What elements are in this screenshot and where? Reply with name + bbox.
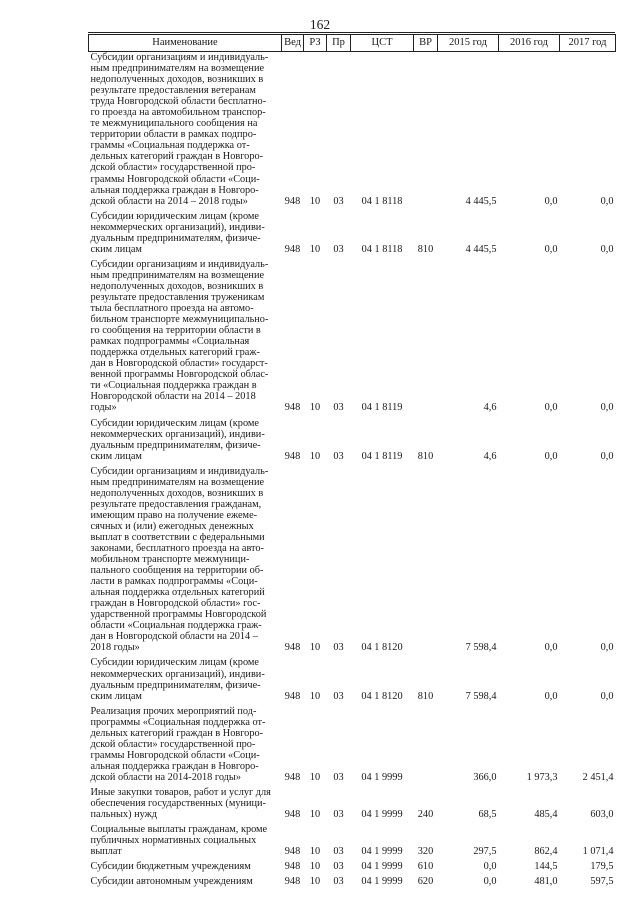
cell-cst: 04 1 9999	[361, 846, 403, 858]
cell-vr	[414, 52, 438, 211]
cell-pr: 03	[333, 243, 344, 255]
cell-2016: 0,0	[544, 450, 558, 462]
cell-cst: 04 1 9999	[361, 771, 403, 783]
cell-2015: 297,5	[473, 846, 497, 858]
name-line: Субсидии организациям и индивидуаль-	[90, 465, 269, 477]
cell-vr: 810	[417, 243, 434, 255]
header-cst: ЦСТ	[351, 35, 414, 52]
cell-cst: 04 1 8118	[361, 243, 403, 255]
name-line: выплат	[90, 846, 122, 858]
cell-cst: 04 1 9999	[361, 809, 403, 821]
name-line: годы»	[90, 402, 117, 414]
table-row	[89, 259, 616, 418]
name-line: мобильном транспорте межмуници-	[90, 554, 250, 566]
cell-2015: 4,6	[483, 450, 497, 462]
cell-2015: 7 598,4	[465, 642, 497, 654]
cell-pr: 03	[333, 846, 344, 858]
cell-vr: 240	[417, 809, 434, 821]
header-name: Наименование	[89, 35, 282, 52]
table-row	[89, 52, 616, 211]
cell-name	[89, 418, 282, 466]
cell-cst: 04 1 8118	[361, 195, 403, 207]
name-line: дан в Новгородской области» государст-	[90, 358, 268, 370]
name-line: ским лицам	[90, 690, 142, 702]
table-row	[89, 418, 616, 466]
name-line: Субсидии юридическим лицам (кроме	[90, 210, 259, 222]
name-line: бильном транспорте межмуниципально-	[90, 314, 269, 326]
cell-name	[89, 466, 282, 658]
cell-2016: 1 973,3	[526, 771, 558, 783]
name-line: дской области на 2014-2018 годы»	[90, 771, 241, 783]
name-line: дской области на 2014 – 2018 годы»	[90, 195, 248, 207]
cell-name	[89, 52, 282, 211]
cell-vr: 320	[417, 846, 434, 858]
name-line: Реализация прочих мероприятий под-	[90, 705, 257, 717]
name-line: ским лицам	[90, 243, 142, 255]
table-row	[89, 211, 616, 259]
cell-cst: 04 1 8120	[361, 642, 403, 654]
top-rule	[88, 32, 615, 33]
cell-2015: 7 598,4	[465, 690, 497, 702]
name-line: граммы Новгородской области «Соци-	[90, 173, 260, 185]
cell-2015: 4 445,5	[465, 243, 497, 255]
table-header-row	[89, 35, 616, 52]
name-line: законами, бесплатного проезда на авто-	[90, 543, 264, 555]
cell-name	[89, 824, 282, 861]
name-line: альная поддержка граждан в Новгоро-	[90, 184, 259, 196]
cell-2017: 0,0	[600, 402, 614, 414]
cell-rz: 10	[309, 642, 321, 654]
cell-rz: 10	[309, 402, 321, 414]
table-row	[89, 706, 616, 787]
name-line: недополученных доходов, возникших в	[90, 74, 264, 86]
cell-ved: 948	[284, 771, 301, 783]
table-row	[89, 787, 616, 824]
name-line: Субсидии юридическим лицам (кроме	[90, 657, 259, 669]
cell-name	[89, 211, 282, 259]
cell-pr: 03	[333, 876, 344, 888]
cell-2016: 0,0	[544, 195, 558, 207]
cell-2015: 4 445,5	[465, 195, 497, 207]
cell-2016: 0,0	[544, 690, 558, 702]
name-line: сячных и (или) ежегодных денежных	[90, 520, 254, 532]
name-line: альная поддержка граждан в Новгоро-	[90, 760, 259, 772]
name-line: публичных нормативных социальных	[90, 835, 257, 847]
cell-pr: 03	[333, 402, 344, 414]
cell-2015: 0,0	[483, 861, 497, 873]
table-row	[89, 466, 616, 658]
name-line: ским лицам	[90, 450, 142, 462]
cell-rz: 10	[309, 809, 321, 821]
name-line: альная поддержка отдельных категорий	[90, 587, 265, 599]
name-line: граммы «Социальная поддержка от-	[90, 140, 250, 152]
name-line: Субсидии организациям и индивидуаль-	[90, 52, 269, 63]
header-2017: 2017 год	[560, 35, 616, 52]
cell-pr: 03	[333, 195, 344, 207]
name-line: некоммерческих организаций), индиви-	[90, 668, 265, 680]
cell-pr: 03	[333, 450, 344, 462]
cell-rz: 10	[309, 243, 321, 255]
name-line: Субсидии организациям и индивидуаль-	[90, 258, 269, 270]
cell-2016: 0,0	[544, 642, 558, 654]
cell-2017: 1 071,4	[582, 846, 614, 858]
name-line: ным предпринимателям на возмещение	[90, 269, 265, 281]
cell-2016: 0,0	[544, 402, 558, 414]
name-line: го сообщения на территории области в	[90, 325, 261, 337]
name-line: граждан в Новгородской области» гос-	[90, 598, 261, 610]
table-row	[89, 824, 616, 861]
name-line: ным предпринимателям на возмещение	[90, 63, 265, 75]
cell-2016: 862,4	[534, 846, 558, 858]
cell-2017: 603,0	[590, 809, 614, 821]
name-line: недополученных доходов, возникших в	[90, 487, 264, 499]
cell-pr: 03	[333, 642, 344, 654]
cell-cst: 04 1 8119	[361, 402, 403, 414]
name-line: те межмуниципального сообщения на	[90, 118, 258, 130]
header-rz: РЗ	[304, 35, 327, 52]
cell-cst: 04 1 8120	[361, 690, 403, 702]
name-line: ласти в рамках подпрограммы «Соци-	[90, 576, 258, 588]
cell-ved: 948	[284, 690, 301, 702]
cell-vr	[414, 259, 438, 418]
cell-name	[89, 787, 282, 824]
name-line: пального сообщения на территории об-	[90, 565, 264, 577]
name-line: дской области» государственной про-	[90, 738, 256, 750]
name-line: недополученных доходов, возникших в	[90, 280, 264, 292]
name-line: Субсидии бюджетным учреждениям	[90, 861, 251, 873]
cell-vr	[414, 706, 438, 787]
name-line: обеспечения государственных (муници-	[90, 798, 266, 810]
table-row	[89, 657, 616, 705]
cell-rz: 10	[309, 876, 321, 888]
cell-2015: 68,5	[478, 809, 497, 821]
cell-pr: 03	[333, 690, 344, 702]
cell-ved: 948	[284, 195, 301, 207]
name-line: Социальные выплаты гражданам, кроме	[90, 824, 268, 836]
name-line: некоммерческих организаций), индиви-	[90, 428, 265, 440]
name-line: некоммерческих организаций), индиви-	[90, 221, 265, 233]
cell-2015: 4,6	[483, 402, 497, 414]
name-line: территории области в рамках подпро-	[90, 129, 257, 141]
cell-cst: 04 1 9999	[361, 861, 403, 873]
cell-vr: 610	[417, 861, 434, 873]
name-line: Иные закупки товаров, работ и услуг для	[90, 787, 271, 798]
cell-2016: 0,0	[544, 243, 558, 255]
table-row	[89, 861, 616, 876]
cell-ved: 948	[284, 450, 301, 462]
name-line: результате предоставления ветеранам	[90, 85, 256, 97]
cell-vr	[414, 466, 438, 658]
name-line: дуальным предпринимателям, физиче-	[90, 232, 261, 244]
cell-rz: 10	[309, 861, 321, 873]
name-line: дельных категорий граждан в Новгоро-	[90, 727, 264, 739]
name-line: 2018 годы»	[90, 642, 140, 654]
cell-rz: 10	[309, 450, 321, 462]
name-line: граммы Новгородской области «Соци-	[90, 749, 260, 761]
cell-ved: 948	[284, 243, 301, 255]
cell-ved: 948	[284, 402, 301, 414]
cell-2017: 2 451,4	[582, 771, 614, 783]
name-line: венной программы Новгородской облас-	[90, 369, 269, 381]
cell-pr: 03	[333, 809, 344, 821]
cell-2017: 179,5	[590, 861, 614, 873]
name-line: тыла бесплатного проезда на автомо-	[90, 303, 254, 315]
name-line: рамках подпрограммы «Социальная	[90, 336, 250, 348]
name-line: дельных категорий граждан в Новгоро-	[90, 151, 264, 163]
cell-2016: 481,0	[534, 876, 558, 888]
name-line: выплат в соответствии с федеральными	[90, 531, 265, 543]
cell-vr: 620	[417, 876, 434, 888]
cell-vr: 810	[417, 690, 434, 702]
name-line: поддержка отдельных категорий граж-	[90, 347, 260, 359]
table-body	[89, 52, 616, 892]
cell-name	[89, 259, 282, 418]
name-line: ным предпринимателям на возмещение	[90, 476, 265, 488]
name-line: ударственной программы Новгородской	[90, 609, 267, 621]
name-line: результате предоставления гражданам,	[90, 498, 262, 510]
cell-cst: 04 1 9999	[361, 876, 403, 888]
cell-ved: 948	[284, 642, 301, 654]
name-line: имеющим право на получение ежеме-	[90, 509, 258, 521]
cell-pr: 03	[333, 771, 344, 783]
cell-name	[89, 861, 282, 876]
table-row	[89, 876, 616, 891]
header-vr: ВР	[414, 35, 438, 52]
cell-2017: 0,0	[600, 690, 614, 702]
cell-name	[89, 706, 282, 787]
name-line: Новгородской области на 2014 – 2018	[90, 391, 256, 403]
name-line: го проезда на автомобильном транспор-	[90, 107, 266, 119]
cell-rz: 10	[309, 195, 321, 207]
page-number: 162	[309, 17, 331, 32]
cell-ved: 948	[284, 846, 301, 858]
name-line: труда Новгородской области бесплатно-	[90, 96, 267, 108]
name-line: области «Социальная поддержка граж-	[90, 620, 262, 632]
cell-2016: 485,4	[534, 809, 558, 821]
name-line: ти «Социальная поддержка граждан в	[90, 380, 257, 392]
cell-2017: 597,5	[590, 876, 614, 888]
cell-ved: 948	[284, 876, 301, 888]
name-line: результате предоставления труженикам	[90, 291, 265, 303]
name-line: дан в Новгородской области на 2014 –	[90, 631, 258, 643]
name-line: Субсидии автономным учреждениям	[90, 876, 253, 888]
budget-table	[88, 34, 616, 891]
cell-rz: 10	[309, 690, 321, 702]
cell-rz: 10	[309, 846, 321, 858]
name-line: дской области» государственной про-	[90, 162, 256, 174]
cell-pr: 03	[333, 861, 344, 873]
cell-name	[89, 657, 282, 705]
name-line: дуальным предпринимателям, физиче-	[90, 439, 261, 451]
cell-ved: 948	[284, 809, 301, 821]
cell-2017: 0,0	[600, 195, 614, 207]
name-line: дуальным предпринимателям, физиче-	[90, 679, 261, 691]
cell-ved: 948	[284, 861, 301, 873]
header-2016: 2016 год	[499, 35, 560, 52]
header-ved: Вед	[282, 35, 304, 52]
cell-2016: 144,5	[534, 861, 558, 873]
name-line: пальных) нужд	[90, 809, 157, 821]
name-line: программы «Социальная поддержка от-	[90, 716, 266, 728]
cell-name	[89, 876, 282, 891]
name-line: Субсидии юридическим лицам (кроме	[90, 417, 259, 429]
cell-rz: 10	[309, 771, 321, 783]
cell-vr: 810	[417, 450, 434, 462]
cell-2015: 366,0	[473, 771, 497, 783]
cell-cst: 04 1 8119	[361, 450, 403, 462]
cell-2017: 0,0	[600, 642, 614, 654]
cell-2017: 0,0	[600, 450, 614, 462]
header-2015: 2015 год	[438, 35, 499, 52]
header-pr: Пр	[327, 35, 351, 52]
cell-2015: 0,0	[483, 876, 497, 888]
cell-2017: 0,0	[600, 243, 614, 255]
